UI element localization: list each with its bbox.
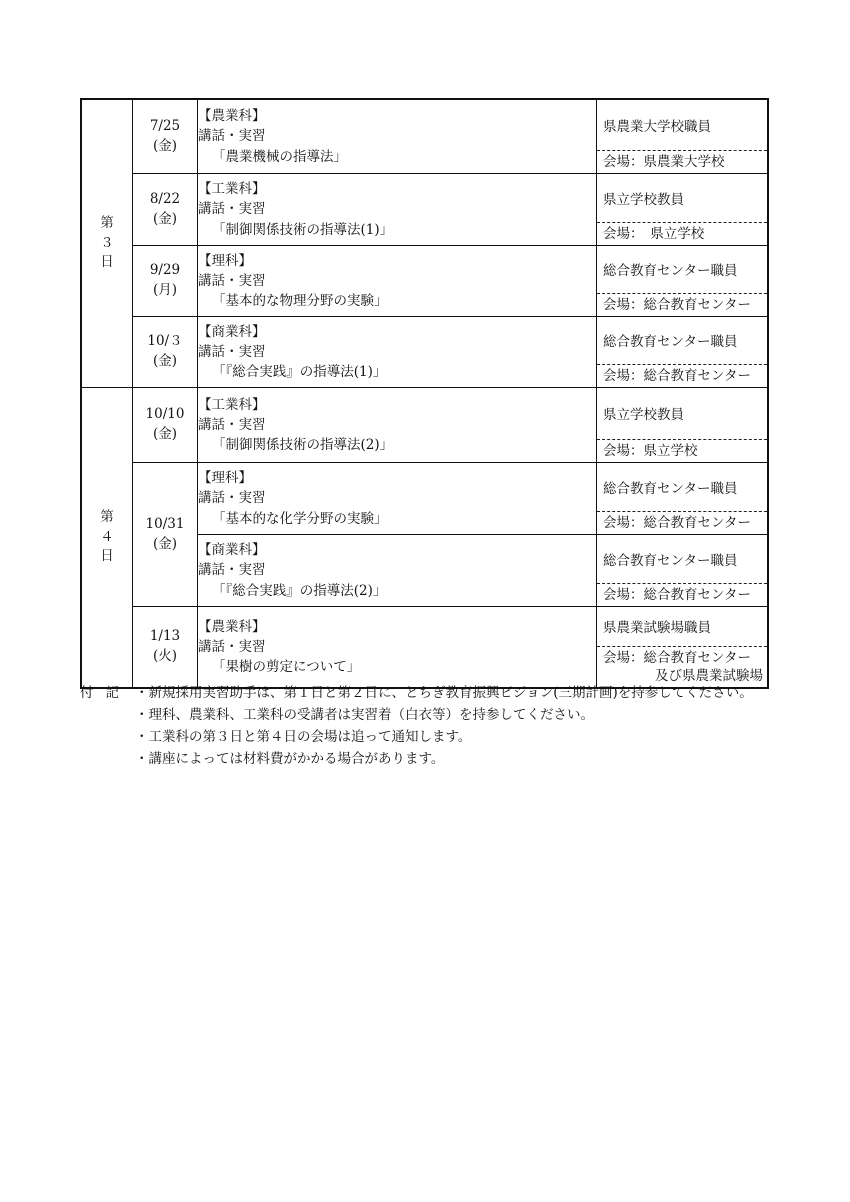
lecturer: 総合教育センター職員 [603, 480, 738, 497]
session-content: 【工業科】 講話・実習 「制御関係技術の指導法(2)」 [198, 388, 597, 463]
table-row [81, 388, 768, 463]
table-row [81, 174, 768, 246]
session-content: 【商業科】 講話・実習 「『総合実践』の指導法(1)」 [198, 317, 597, 388]
lecturer: 県農業大学校職員 [603, 118, 711, 135]
session-info [597, 317, 769, 388]
venue: 会場： 県立学校 [597, 222, 767, 245]
session-date: 10/10 (金) [133, 388, 198, 463]
table-row [81, 463, 768, 535]
venue: 会場：総合教育センター [597, 293, 767, 316]
session-date: 10/３ (金) [133, 317, 198, 388]
session-info [597, 535, 769, 607]
note-item: ・講座によっては材料費がかかる場合があります。 [135, 751, 445, 767]
session-content: 【理科】 講話・実習 「基本的な物理分野の実験」 [198, 246, 597, 317]
venue: 会場：総合教育センター 及び県農業試験場 [597, 646, 767, 687]
notes-label: 付記 [80, 685, 131, 701]
session-content: 【理科】 講話・実習 「基本的な化学分野の実験」 [198, 463, 597, 535]
lecturer: 総合教育センター職員 [603, 552, 738, 569]
session-info [597, 463, 769, 535]
table-row [81, 607, 768, 689]
session-info [597, 607, 769, 689]
venue: 会場：総合教育センター [597, 511, 767, 534]
note-item: ・工業科の第３日と第４日の会場は追って通知します。 [135, 729, 472, 745]
training-schedule-table [80, 98, 769, 689]
table-row [81, 246, 768, 317]
venue: 会場：県立学校 [597, 439, 767, 462]
table-row [81, 99, 768, 174]
session-content: 【農業科】 講話・実習 「農業機械の指導法」 [198, 99, 597, 174]
day-label-3: 第 ３ 日 [81, 99, 133, 388]
session-content: 【工業科】 講話・実習 「制御関係技術の指導法(1)」 [198, 174, 597, 246]
notes-section [80, 682, 780, 770]
day-label-4: 第 ４ 日 [81, 388, 133, 689]
session-date: 7/25 (金) [133, 99, 198, 174]
session-date: 8/22 (金) [133, 174, 198, 246]
note-item: ・理科、農業科、工業科の受講者は実習着（白衣等）を持参してください。 [135, 707, 594, 723]
lecturer: 県立学校教員 [603, 191, 684, 208]
session-content: 【商業科】 講話・実習 「『総合実践』の指導法(2)」 [198, 535, 597, 607]
session-info [597, 246, 769, 317]
venue: 会場：県農業大学校 [597, 150, 767, 173]
table-row [81, 317, 768, 388]
lecturer: 県農業試験場職員 [603, 620, 711, 637]
session-content: 【農業科】 講話・実習 「果樹の剪定について」 [198, 607, 597, 689]
session-info [597, 388, 769, 463]
session-date: 1/13 (火) [133, 607, 198, 689]
note-item: ・新規採用実習助手は、第１日と第２日に、とちぎ教育振興ビジョン(三期計画)を持参してください。 [135, 685, 753, 701]
venue: 会場：総合教育センター [597, 364, 767, 387]
lecturer: 県立学校教員 [603, 407, 684, 424]
venue: 会場：総合教育センター [597, 583, 767, 606]
lecturer: 総合教育センター職員 [603, 334, 738, 351]
session-info [597, 174, 769, 246]
session-date: 9/29 (月) [133, 246, 198, 317]
session-date: 10/31 (金) [133, 463, 198, 607]
lecturer: 総合教育センター職員 [603, 263, 738, 280]
session-info [597, 99, 769, 174]
